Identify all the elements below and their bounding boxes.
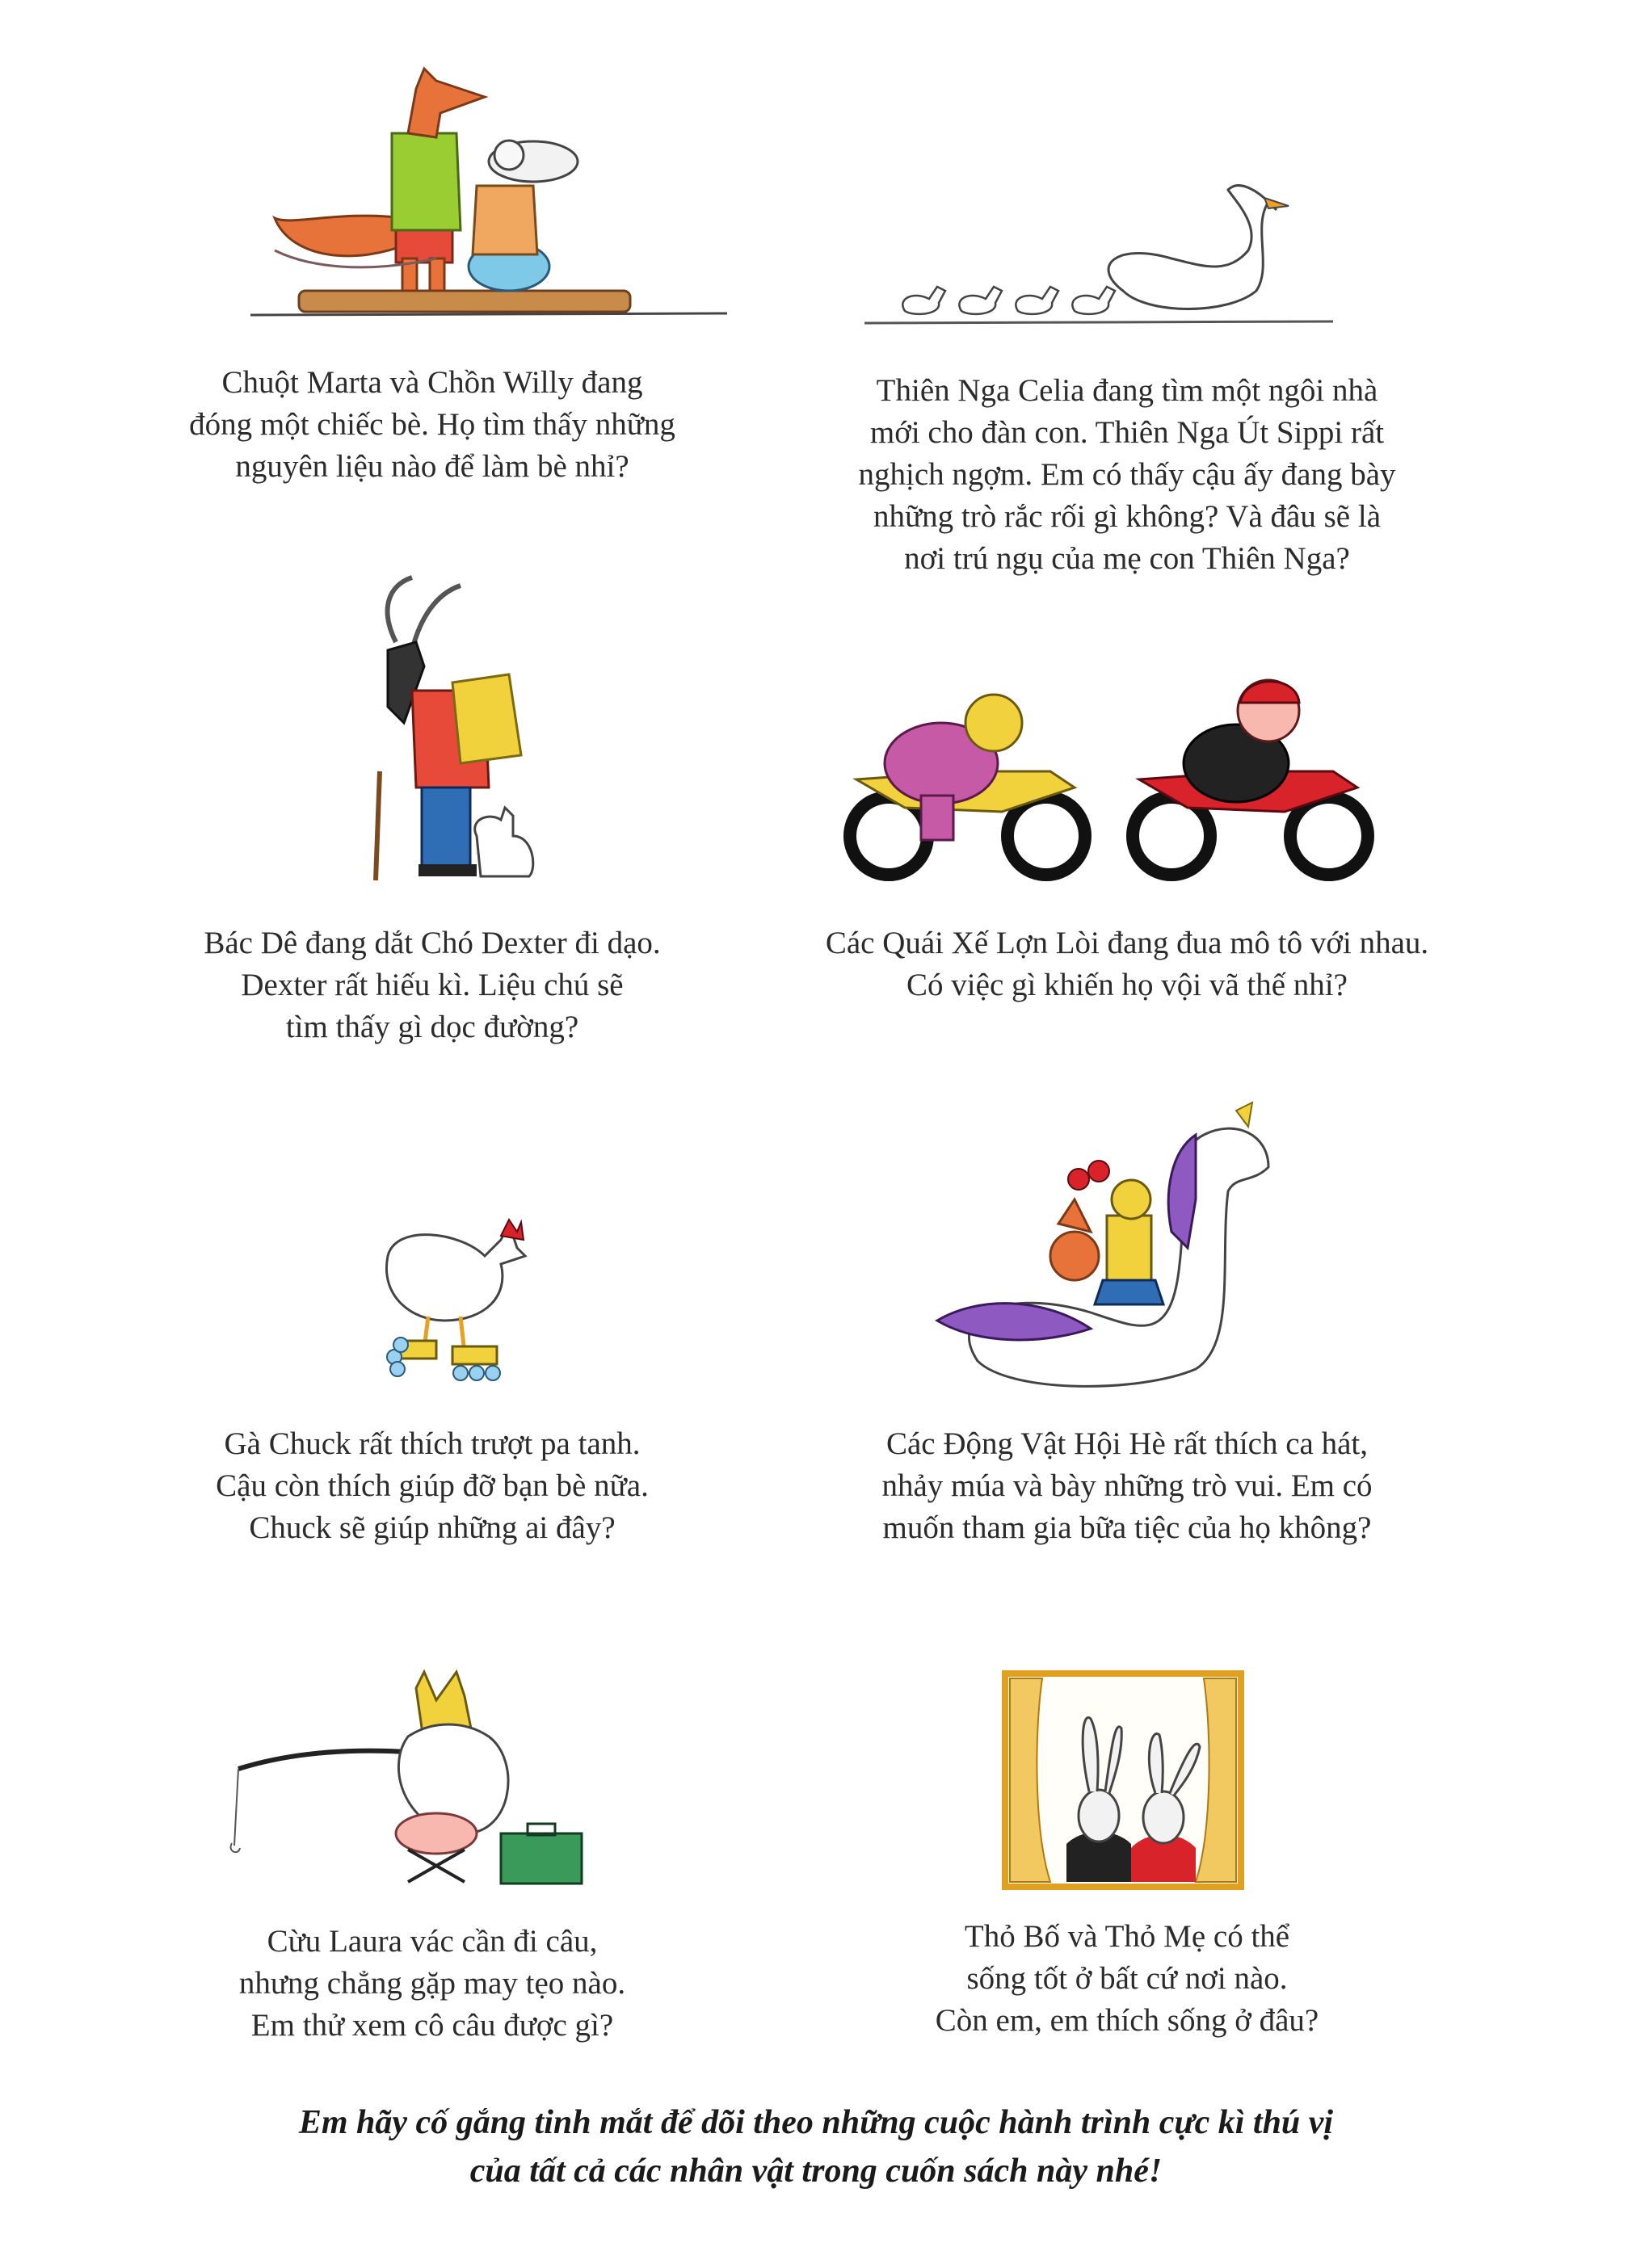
footer-instruction <box>0 2098 1632 2195</box>
rabbits-window-illustration <box>1002 1670 1244 1890</box>
caption-laura <box>105 1921 759 2047</box>
caption-line: Các Động Vật Hội Hè rất thích ca hát, <box>885 1426 1368 1461</box>
caption-line: đóng một chiếc bè. Họ tìm thấy những <box>189 407 675 442</box>
caption-line: muốn tham gia bữa tiệc của họ không? <box>882 1510 1372 1545</box>
caption-chuck <box>105 1423 759 1549</box>
caption-line: Các Quái Xế Lợn Lòi đang đua mô tô với nhau. <box>825 926 1429 960</box>
caption-celia <box>796 370 1458 580</box>
caption-line: nơi trú ngụ của mẹ con Thiên Nga? <box>904 541 1350 576</box>
footer-line: của tất cả các nhân vật trong cuốn sách này nhé! <box>469 2152 1163 2190</box>
caption-line: nguyên liệu nào để làm bè nhỉ? <box>235 449 629 484</box>
caption-line: Gà Chuck rất thích trượt pa tanh. <box>224 1426 641 1461</box>
chuck-rollerskates-illustration <box>380 1208 533 1385</box>
caption-hog-racers <box>776 922 1478 1006</box>
caption-line: Thiên Nga Celia đang tìm một ngôi nhà <box>876 373 1378 408</box>
caption-rabbits <box>796 1916 1458 2042</box>
caption-line: Chuck sẽ giúp những ai đây? <box>249 1510 616 1545</box>
caption-line: Cừu Laura vác cần đi câu, <box>267 1924 598 1959</box>
caption-summer-animals <box>796 1423 1458 1549</box>
caption-line: Cậu còn thích giúp đỡ bạn bè nữa. <box>216 1468 649 1503</box>
caption-line: mới cho đàn con. Thiên Nga Út Sippi rất <box>869 415 1385 450</box>
goat-dexter-illustration <box>347 578 549 884</box>
caption-line: Có việc gì khiến họ vội vã thế nhỉ? <box>906 968 1348 1002</box>
caption-line: nhưng chẳng gặp may tẹo nào. <box>238 1966 626 2001</box>
caption-goat-dexter <box>105 922 759 1048</box>
summer-animals-unicorn-illustration <box>929 1102 1301 1393</box>
caption-line: nhảy múa và bày những trò vui. Em có <box>881 1468 1373 1503</box>
laura-fishing-illustration <box>222 1672 594 1890</box>
footer-line: Em hãy cố gắng tinh mắt để dõi theo những cuộc hành trình cực kì thú vị <box>298 2104 1334 2141</box>
caption-line: Thỏ Bố và Thỏ Mẹ có thể <box>964 1919 1290 1954</box>
caption-line: tìm thấy gì dọc đường? <box>285 1010 579 1044</box>
swan-family-illustration <box>848 178 1349 331</box>
caption-line: Em thử xem cô câu được gì? <box>250 2008 614 2043</box>
caption-line: Dexter rất hiếu kì. Liệu chú sẽ <box>241 968 624 1002</box>
caption-marta-willy <box>105 362 759 488</box>
caption-line: Chuột Marta và Chồn Willy đang <box>221 365 643 400</box>
caption-line: Bác Dê đang dắt Chó Dexter đi dạo. <box>204 926 661 960</box>
caption-line: sống tốt ở bất cứ nơi nào. <box>966 1961 1288 1996</box>
hog-racers-illustration <box>840 674 1373 884</box>
caption-line: nghịch ngợm. Em có thấy cậu ấy đang bày <box>858 457 1396 492</box>
caption-line: Còn em, em thích sống ở đâu? <box>935 2003 1319 2038</box>
raft-fox-mouse-illustration <box>242 65 743 331</box>
caption-line: những trò rắc rối gì không? Và đâu sẽ là <box>873 499 1381 534</box>
